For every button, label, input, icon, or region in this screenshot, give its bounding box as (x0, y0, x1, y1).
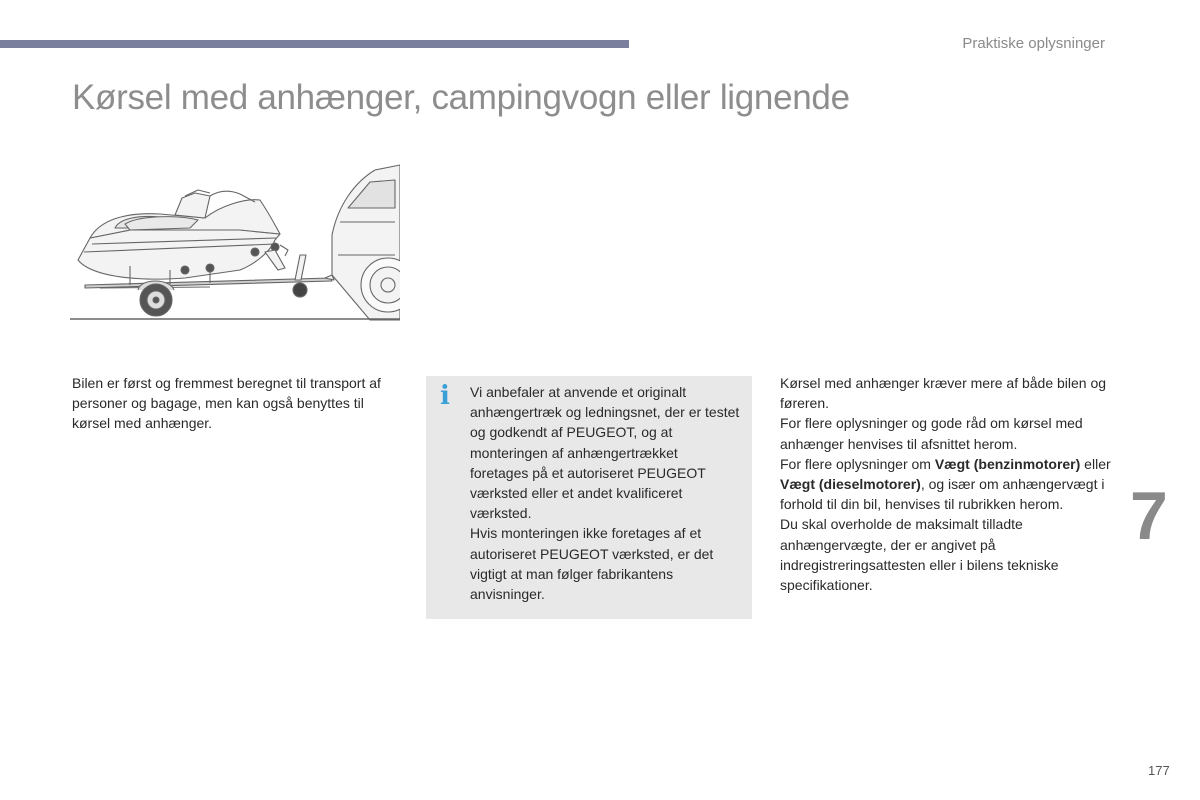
intro-paragraph: Bilen er først og fremmest beregnet til transport af personer og bagage, men kan også benyttes til kørsel med anhænger. (72, 375, 381, 432)
header-accent-bar (0, 40, 629, 48)
info-paragraph-2: Hvis monteringen ikke foretages af et autoriseret PEUGEOT værksted, er det vigtigt at man følger fabrikantens anvisninger. (470, 525, 714, 603)
weight-text-rest: , og især om anhængervægt i forhold til din bil, henvises til rubrikken herom. (780, 476, 1105, 513)
chapter-number: 7 (1130, 478, 1168, 554)
details-paragraph-3 (780, 454, 1120, 515)
weight-text-or: eller (1080, 455, 1111, 472)
petrol-weight-reference: Vægt (benzinmotorer) (934, 455, 1081, 472)
trailer-illustration (70, 160, 400, 325)
details-paragraph-1: Kørsel med anhænger kræver mere af både bilen og føreren. (780, 375, 1107, 412)
page-number: 177 (1148, 763, 1170, 778)
details-paragraph-4: Du skal overholde de maksimalt tilladte anhængervægte, der er angivet på indregistreringsattesten eller i bilens tekniske specifikationer. (780, 516, 1059, 594)
section-header: Praktiske oplysninger (962, 35, 1105, 52)
info-box (426, 376, 752, 619)
info-text (470, 382, 740, 604)
details-paragraph-2: For flere oplysninger og gode råd om kørsel med anhænger henvises til afsnittet herom. (780, 415, 1083, 452)
page-title: Kørsel med anhænger, campingvogn eller lignende (72, 78, 850, 117)
weight-text-intro: For flere oplysninger om (780, 455, 935, 472)
info-paragraph-1: Vi anbefaler at anvende et originalt anhængertræk og ledningsnet, der er testet og godkendt af PEUGEOT, og at monteringen af anhængertrækket foretages på et autoriseret PEUGEOT værksted eller et andet kvalificeret værksted. (470, 384, 740, 522)
details-text-column (780, 373, 1120, 595)
intro-text-column (72, 373, 402, 434)
diesel-weight-reference: Vægt (dieselmotorer) (780, 476, 921, 493)
info-icon: i (440, 381, 450, 411)
